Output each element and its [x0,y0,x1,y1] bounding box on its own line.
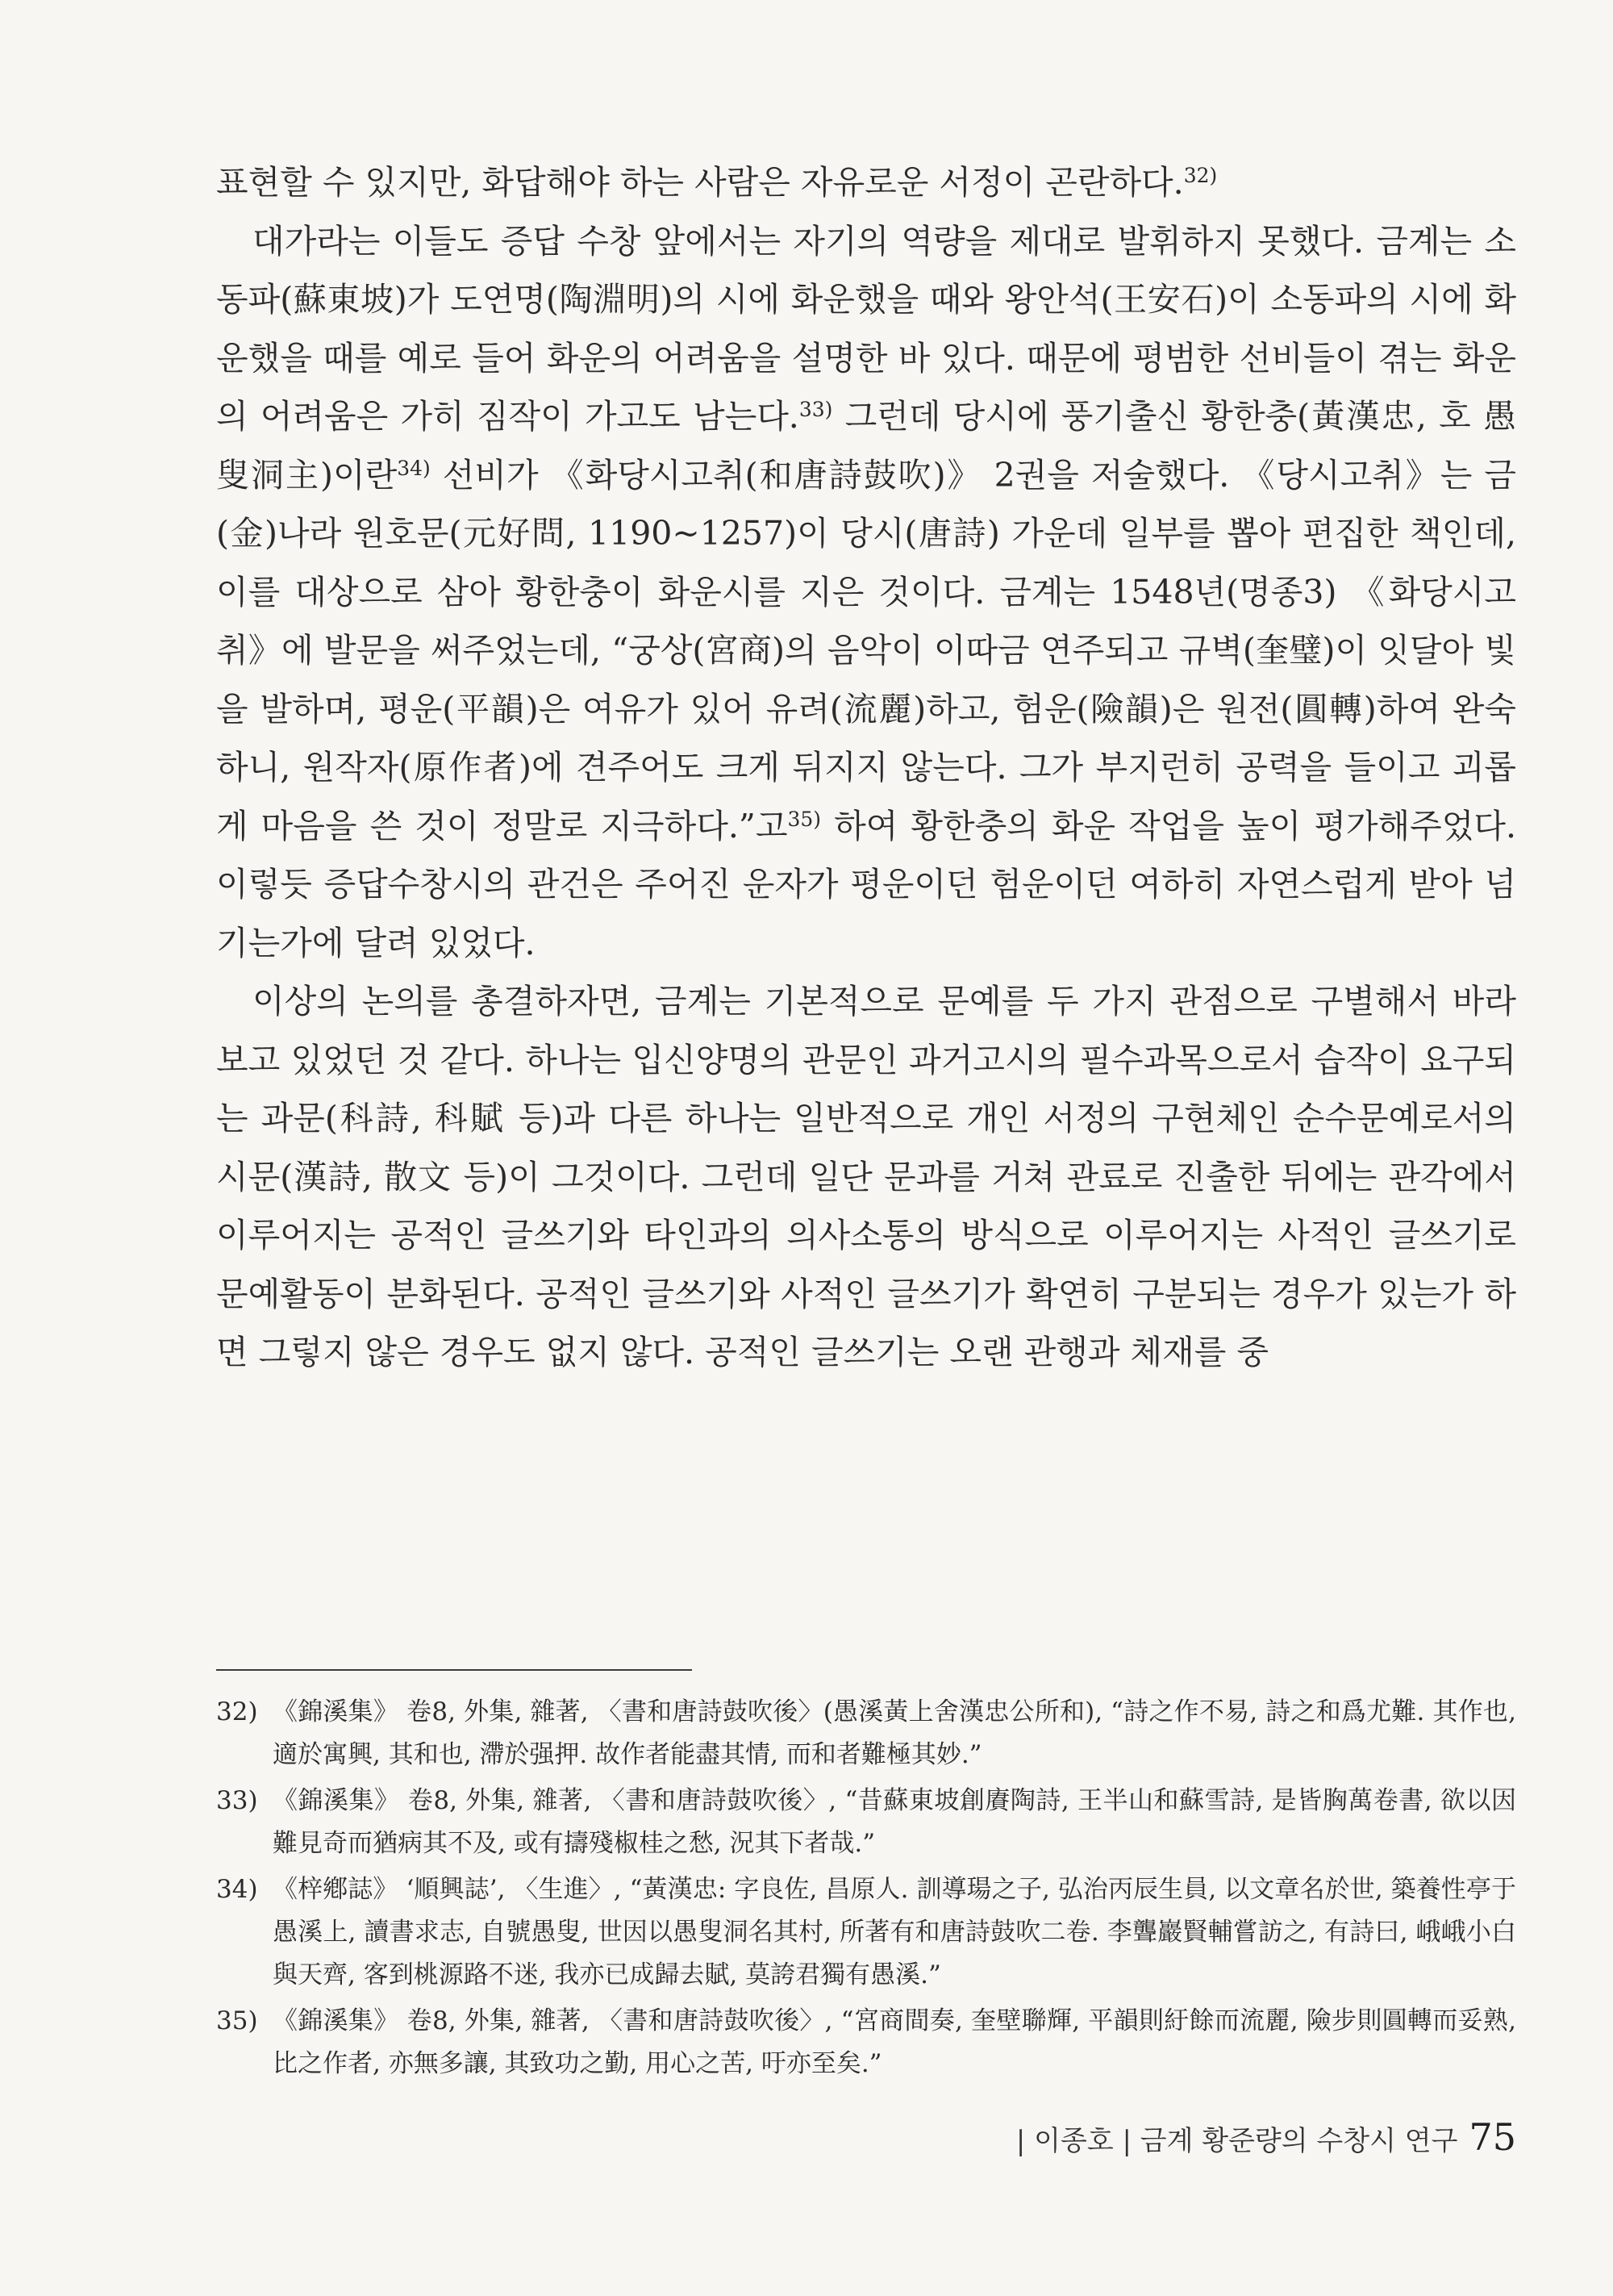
page-number: 75 [1469,2115,1516,2159]
footnote-text: 《錦溪集》 卷8, 外集, 雜著, 〈書和唐詩鼓吹後〉, “宮商間奏, 奎壁聯輝, 平韻則紆餘而流麗, 險步則圓轉而妥熟, 比之作者, 亦無多讓, 其致功之勤, 用心之苦, 吁亦至矣.” [273,2006,1516,2078]
paragraph-2-text-c: 선비가 《화당시고취(和唐詩鼓吹)》 2권을 저술했다. 《당시고취》는 금(金)나라 원호문(元好問, 1190~1257)이 당시(唐詩) 가운데 일부를 뽑아 편집한 책인데, 이를 대상으로 삼아 황한충이 화운시를 지은 것이다. 금계는 1548년(명종3) 《화당시고취》에 발문을 써주었는데, “궁상(宮商)의 음악이 이따금 연주되고 규벽(奎璧)이 잇달아 빛을 발하며, 평운(平韻)은 여유가 있어 유려(流麗)하고, 험운(險韻)은 원전(圓轉)하여 완숙하니, 원작자(原作者)에 견주어도 크게 뒤지지 않는다. 그가 부지런히 공력을 들이고 괴롭게 마음을 쓴 것이 정말로 지극하다.”고 [216,455,1516,845]
footnote-text: 《梓鄕誌》 ‘順興誌’, 〈生進〉, “黃漢忠: 字良佐, 昌原人. 訓導瑒之子, 弘治丙辰生員, 以文章名於世, 築養性亭于愚溪上, 讀書求志, 自號愚叟, 世因以愚叟洞名其村, 所著有和唐詩鼓吹二卷. 李聾巖賢輔嘗訪之, 有詩曰, 峨峨小白與天齊, 客到桃源路不迷, 我亦已成歸去賦, 莫誇君獨有愚溪.” [273,1875,1516,1989]
footnote-text: 《錦溪集》 卷8, 外集, 雜著, 〈書和唐詩鼓吹後〉, “昔蘇東坡創賡陶詩, 王半山和蘇雪詩, 是皆胸萬卷書, 欲以因難見奇而猶病其不及, 或有擣殘椒桂之愁, 況其下者哉.” [273,1786,1516,1858]
footnote-ref-32[interactable]: 32) [1183,164,1218,187]
footnote-ref-35[interactable]: 35) [787,807,822,831]
footnotes [216,1691,1516,2089]
footnote-32 [216,1691,1516,1776]
footnote-separator [216,1669,692,1671]
footnote-35 [216,2000,1516,2085]
paragraph-2-text-d: 하여 황한충의 화운 작업을 높이 평가해주었다. 이렇듯 증답수창시의 관건은 주어진 운자가 평운이던 험운이던 여하히 자연스럽게 받아 넘기는가에 달려 있었다. [216,806,1516,962]
paragraph-1-text: 표현할 수 있지만, 화답해야 하는 사람은 자유로운 서정이 곤란하다. [216,163,1184,202]
footnote-number: 34) [216,1875,258,1904]
paragraph-2 [216,212,1516,973]
running-footer [1016,2115,1516,2159]
body-text [216,153,1516,1382]
footnote-34 [216,1868,1516,1997]
running-footer-title: | 이종호 | 금계 황준량의 수창시 연구 [1015,2125,1458,2157]
footnote-number: 35) [216,2006,258,2035]
paragraph-2-text-b: 그런데 당시에 풍기출신 황한충(黃漢忠, 호 愚叟洞主)이란 [216,397,1516,495]
footnote-text: 《錦溪集》 卷8, 外集, 雜著, 〈書和唐詩鼓吹後〉(愚溪黃上舍漢忠公所和), “詩之作不易, 詩之和爲尤難. 其作也, 適於寓興, 其和也, 滯於强押. 故作者能盡其情, 而和者難極其妙.” [273,1697,1516,1769]
footnote-number: 32) [216,1697,258,1726]
paragraph-2-text-a: 대가라는 이들도 증답 수창 앞에서는 자기의 역량을 제대로 발휘하지 못했다. 금계는 소동파(蘇東坡)가 도연명(陶淵明)의 시에 화운했을 때와 왕안석(王安石)이 소동파의 시에 화운했을 때를 예로 들어 화운의 어려움을 설명한 바 있다. 때문에 평범한 선비들이 겪는 화운의 어려움은 가히 짐작이 가고도 남는다. [216,221,1516,436]
footnote-33 [216,1780,1516,1865]
footnote-ref-34[interactable]: 34) [397,456,431,480]
footnote-number: 33) [216,1786,258,1815]
paragraph-1 [216,153,1516,212]
paragraph-3: 이상의 논의를 총결하자면, 금계는 기본적으로 문예를 두 가지 관점으로 구별해서 바라보고 있었던 것 같다. 하나는 입신양명의 관문인 과거고시의 필수과목으로서 습작이 요구되는 과문(科詩, 科賦 등)과 다른 하나는 일반적으로 개인 서정의 구현체인 순수문예로서의 시문(漢詩, 散文 등)이 그것이다. 그런데 일단 문과를 거쳐 관료로 진출한 뒤에는 관각에서 이루어지는 공적인 글쓰기와 타인과의 의사소통의 방식으로 이루어지는 사적인 글쓰기로 문예활동이 분화된다. 공적인 글쓰기와 사적인 글쓰기가 확연히 구분되는 경우가 있는가 하면 그렇지 않은 경우도 없지 않다. 공적인 글쓰기는 오랜 관행과 체재를 중 [216,982,1516,1371]
footnote-ref-33[interactable]: 33) [798,398,833,421]
